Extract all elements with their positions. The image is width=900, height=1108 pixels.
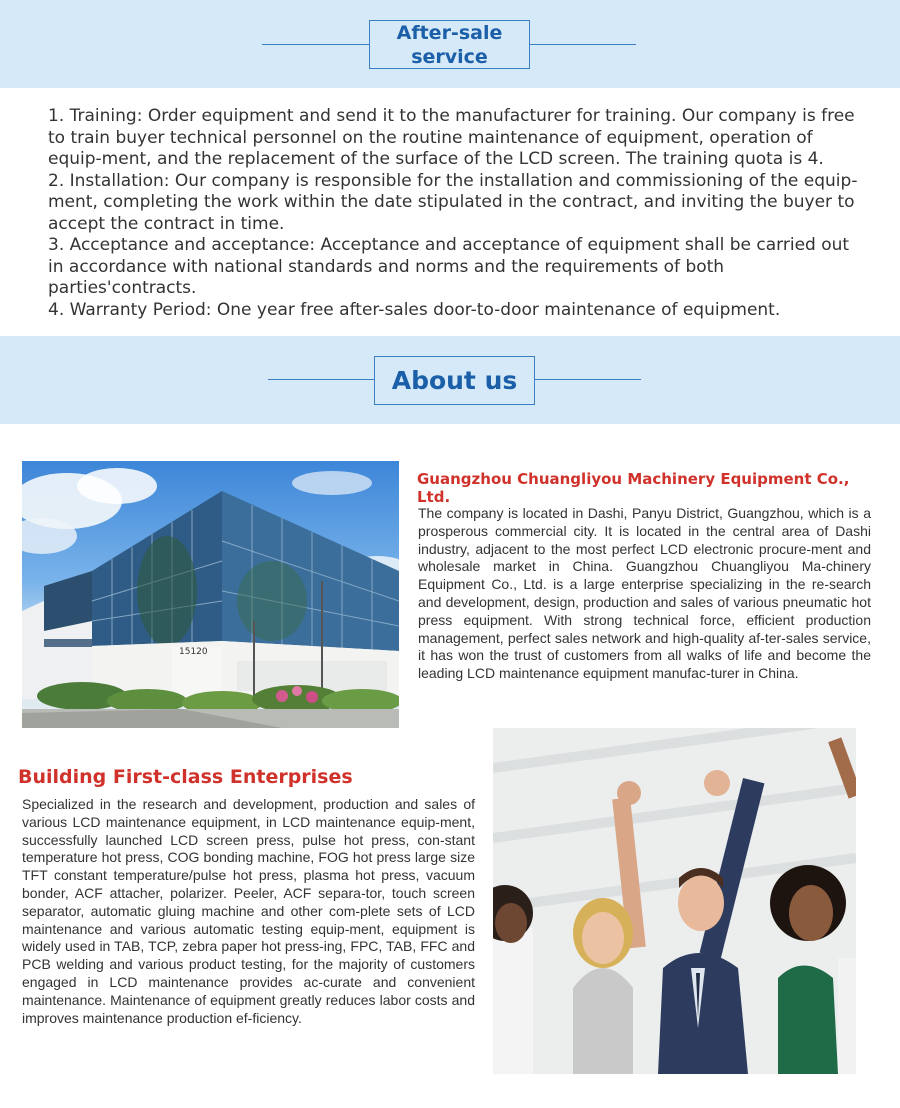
after-sale-title: After-sale service [396, 21, 503, 68]
enterprise-description: Specialized in the research and development, production and sales of various LCD maintenance equipment, in LCD maintenance equip-ment, successfully launched LCD screen press, pulse hot press, con-stant temperature hot press, COG bonding machine, FOG hot press large size TFT constant temperature/pulse hot press, plasma hot press, vacuum bonder, ACF attacher, polarizer. Peeler, ACF separa-tor, touch screen separator, automatic gluing machine and other com-plete sets of LCD maintenance and various automatic testing equip-ment, equipment is widely used in TAB, TCP, zebra paper hot press-ing, FPC, TAB, FFC and PCB welding and various product testing, for the majority of customers engaged in LCD maintenance provides ac-curate and convenient maintenance. Maintenance of equipment greatly reduces labor costs and improves maintenance production ef-ficiency. [22, 796, 475, 1026]
enterprise-heading: Building First-class Enterprises [18, 766, 353, 788]
company-name: Guangzhou Chuangliyou Machinery Equipment Co., Ltd. [417, 470, 850, 506]
after-sale-list [48, 106, 864, 321]
about-title: About us [391, 366, 518, 395]
service-item-warranty: 4. Warranty Period: One year free after-sales door-to-door maintenance of equipment. [48, 299, 781, 320]
office-building-photo [22, 461, 399, 728]
company-description: The company is located in Dashi, Panyu District, Guangzhou, which is a prosperous commercial city. It is located in the central area of Dashi industry, adjacent to the most perfect LCD electronic procure-ment and wholesale market in China. Guangzhou Chuangliyou Ma-chinery Equipment Co., Ltd. is a large enterprise specializing in the re-search and development, design, production and sales of various pneumatic hot press equipment. With strong technical force, efficient production management, perfect sales network and high-quality af-ter-sales service, it has won the trust of customers from all walks of life and become the leading LCD maintenance equipment manufac-turer in China. [418, 505, 871, 682]
header-rule-right [529, 44, 636, 45]
cheering-team-illustration [493, 728, 856, 1074]
service-item-installation: 2. Installation: Our company is responsible for the installation and commissioning of the equip-ment, completing the work within the date stipulated in the contract, and inviting the buyer to accept the contract in time. [48, 170, 858, 234]
building-number: 15120 [179, 647, 208, 657]
after-sale-title-box [369, 20, 530, 69]
about-rule-right [534, 379, 641, 380]
office-building-illustration [22, 461, 399, 728]
header-rule-left [262, 44, 370, 45]
service-item-acceptance: 3. Acceptance and acceptance: Acceptance and acceptance of equipment shall be carried out in accordance with national standards and norms and the requirements of both parties'contracts. [48, 235, 850, 298]
about-rule-left [268, 379, 375, 380]
service-item-training: 1. Training: Order equipment and send it to the manufacturer for training. Our company is free to train buyer technical personnel on the routine maintenance of equipment, operation of equip-ment, and the replacement of the surface of the LCD screen. The training quota is 4. [48, 106, 855, 169]
about-title-box [374, 356, 535, 405]
cheering-team-photo [493, 728, 856, 1074]
